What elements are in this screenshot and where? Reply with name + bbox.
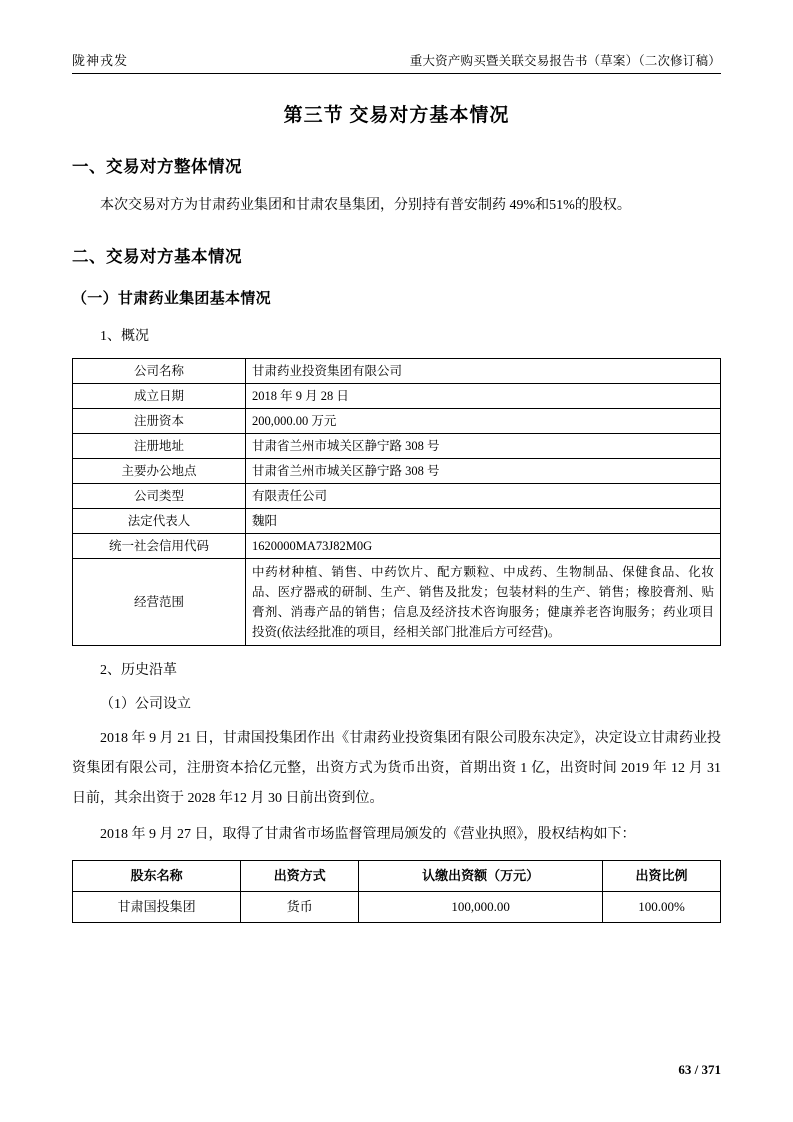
info-value: 魏阳: [246, 509, 721, 534]
info-label: 成立日期: [73, 384, 246, 409]
info-value: 1620000MA73J82M0G: [246, 534, 721, 559]
column-header-contribution-method: 出资方式: [241, 861, 359, 892]
header-company-name: 陇神戎发: [72, 53, 129, 68]
label-overview: 1、概况: [100, 329, 149, 344]
page-title: 第三节 交易对方基本情况: [283, 105, 510, 126]
cell-subscribed-amount: 100,000.00: [359, 892, 603, 923]
info-value: 有限责任公司: [246, 484, 721, 509]
info-label: 注册资本: [73, 409, 246, 434]
label-establishment: （1）公司设立: [100, 697, 191, 712]
paragraph-overall: 本次交易对方为甘肃药业集团和甘肃农垦集团，分别持有普安制药 49%和51%的股权。: [100, 198, 631, 213]
table-row: [73, 359, 721, 384]
page-number: 63 / 371: [678, 1062, 721, 1077]
paragraph-establishment-1: 2018 年 9 月 21 日，甘肃国投集团作出《甘肃药业投资集团有限公司股东决定》，决定设立甘肃药业投资集团有限公司，注册资本拾亿元整，出资方式为货币出资，首期出资 1 亿，出资时间 2019 年 12 月 31 日前，其余出资于 2028 年12 月 30 日前出资到位。: [72, 731, 721, 806]
column-header-subscribed-amount: 认缴出资额（万元）: [359, 861, 603, 892]
table-row: [73, 509, 721, 534]
cell-contribution-method: 货币: [241, 892, 359, 923]
table-row: [73, 384, 721, 409]
header-document-name: 重大资产购买暨关联交易报告书（草案）（二次修订稿）: [409, 54, 721, 68]
subsection-heading-gansu-pharma: （一）甘肃药业集团基本情况: [72, 291, 271, 307]
table-row: [73, 409, 721, 434]
column-header-contribution-ratio: 出资比例: [602, 861, 720, 892]
info-value: 甘肃省兰州市城关区静宁路 308 号: [246, 459, 721, 484]
info-label: 注册地址: [73, 434, 246, 459]
label-history: 2、历史沿革: [100, 663, 177, 678]
cell-contribution-ratio: 100.00%: [602, 892, 720, 923]
info-value: 2018 年 9 月 28 日: [246, 384, 721, 409]
info-label: 公司类型: [73, 484, 246, 509]
section-heading-basic: 二、交易对方基本情况: [72, 247, 242, 266]
page-header: [72, 50, 721, 74]
table-row: [73, 484, 721, 509]
info-label: 公司名称: [73, 359, 246, 384]
paragraph-establishment-2: 2018 年 9 月 27 日，取得了甘肃省市场监督管理局颁发的《营业执照》，股权结构如下：: [100, 827, 636, 842]
table-row: [73, 459, 721, 484]
table-row: [73, 559, 721, 646]
company-info-table: [72, 358, 721, 646]
column-header-shareholder: 股东名称: [73, 861, 241, 892]
info-label: 经营范围: [73, 559, 246, 646]
info-label: 统一社会信用代码: [73, 534, 246, 559]
info-value: 甘肃药业投资集团有限公司: [246, 359, 721, 384]
table-header-row: [73, 861, 721, 892]
info-label: 主要办公地点: [73, 459, 246, 484]
cell-shareholder: 甘肃国投集团: [73, 892, 241, 923]
section-heading-overall: 一、交易对方整体情况: [72, 157, 242, 176]
info-value-business-scope: 中药材种植、销售、中药饮片、配方颗粒、中成药、生物制品、保健食品、化妆品、医疗器戒的研制、生产、销售及批发；包装材料的生产、销售；橡胶膏剂、贴膏剂、消毒产品的销售；信息及经济技术咨询服务；健康养老咨询服务；药业项目投资(依法经批准的项目，经相关部门批准后方可经营)。: [246, 559, 721, 646]
table-row: [73, 434, 721, 459]
info-label: 法定代表人: [73, 509, 246, 534]
table-row: [73, 892, 721, 923]
info-value: 200,000.00 万元: [246, 409, 721, 434]
shareholder-structure-table: [72, 860, 721, 923]
table-row: [73, 534, 721, 559]
info-value: 甘肃省兰州市城关区静宁路 308 号: [246, 434, 721, 459]
